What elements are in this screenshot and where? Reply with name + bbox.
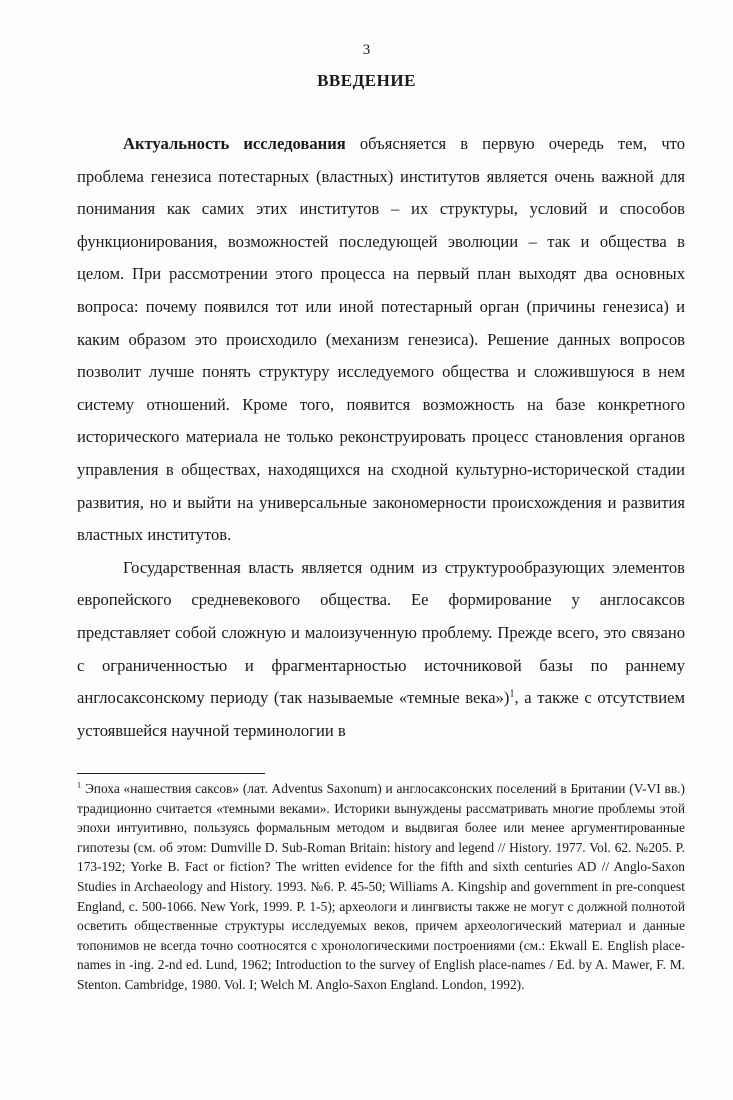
paragraph-state-power: [77, 552, 685, 748]
paragraph-text: объясняется в первую очередь тем, что проблема генезиса потестарных (властных) институтов является очень важной для понимания как самих этих институтов – их структуры, условий и способов функционирования, возможностей последующей эволюции – так и общества в целом. При рассмотрении этого процесса на первый план выходят два основных вопроса: почему появился тот или иной потестарный орган (причины генезиса) и каким образом это происходило (механизм генезиса). Решение данных вопросов позволит лучше понять структуру исследуемого общества и сложившуюся в нем систему отношений. Кроме того, появится возможность на базе конкретного исторического материала не только реконструировать процесс становления органов управления в обществах, находящихся на сходной культурно-исторической стадии развития, но и выйти на универсальные закономерности происхождения и развития властных институтов.: [77, 134, 685, 545]
page-number: 3: [362, 42, 371, 58]
footnote-text: Эпоха «нашествия саксов» (лат. Adventus Saxonum) и англосаксонских поселений в Британии (V-VI вв.) традиционно считается «темными веками». Историки вынуждены рассматривать многие проблемы этой эпохи интуитивно, пользуясь формальным методом и выдвигая более или менее аргументированные гипотезы (см. об этом: Dumville D. Sub-Roman Britain: history and legend // History. 1977. Vol. 62. №205. P. 173-192; Yorke B. Fact or fiction? The written evidence for the fifth and sixth centuries AD // Anglo-Saxon Studies in Archaeology and History. 1993. №6. P. 45-50; Williams A. Kingship and government in pre-conquest England, c. 500-1066. New York, 1999. P. 1-5); археологи и лингвисты также не могут с должной полнотой осветить общественные структуры исследуемых веков, причем археологический материал и данные топонимов не всегда точно соотносятся с хронологическими построениями (см.: Ekwall E. English place-names in -ing. 2-nd ed. Lund, 1962; Introduction to the survey of English place-names / Ed. by A. Mawer, F. M. Stenton. Cambridge, 1980. Vol. I; Welch M. Anglo-Saxon England. London, 1992).: [77, 781, 685, 992]
paragraph-text-continued: , а также с отсутствием устоявшейся научной терминологии в: [77, 688, 685, 740]
main-text: [77, 128, 685, 747]
footnote-reference[interactable]: 1: [509, 688, 515, 700]
page-title: ВВЕДЕНИЕ: [317, 71, 416, 90]
footnote-marker: 1: [77, 780, 82, 790]
paragraph-relevance: [77, 128, 685, 552]
footnote-divider: [77, 773, 265, 774]
footnote: [77, 779, 685, 995]
paragraph-lead: Актуальность исследования: [123, 134, 346, 153]
paragraph-text: Государственная власть является одним из структурообразующих элементов европейского средневекового общества. Ее формирование у англосаксов представляет собой сложную и малоизученную проблему. Прежде всего, это связано с ограниченностью и фрагментарностью источниковой базы по раннему англосаксонскому периоду (так называемые «темные века»): [77, 557, 685, 708]
